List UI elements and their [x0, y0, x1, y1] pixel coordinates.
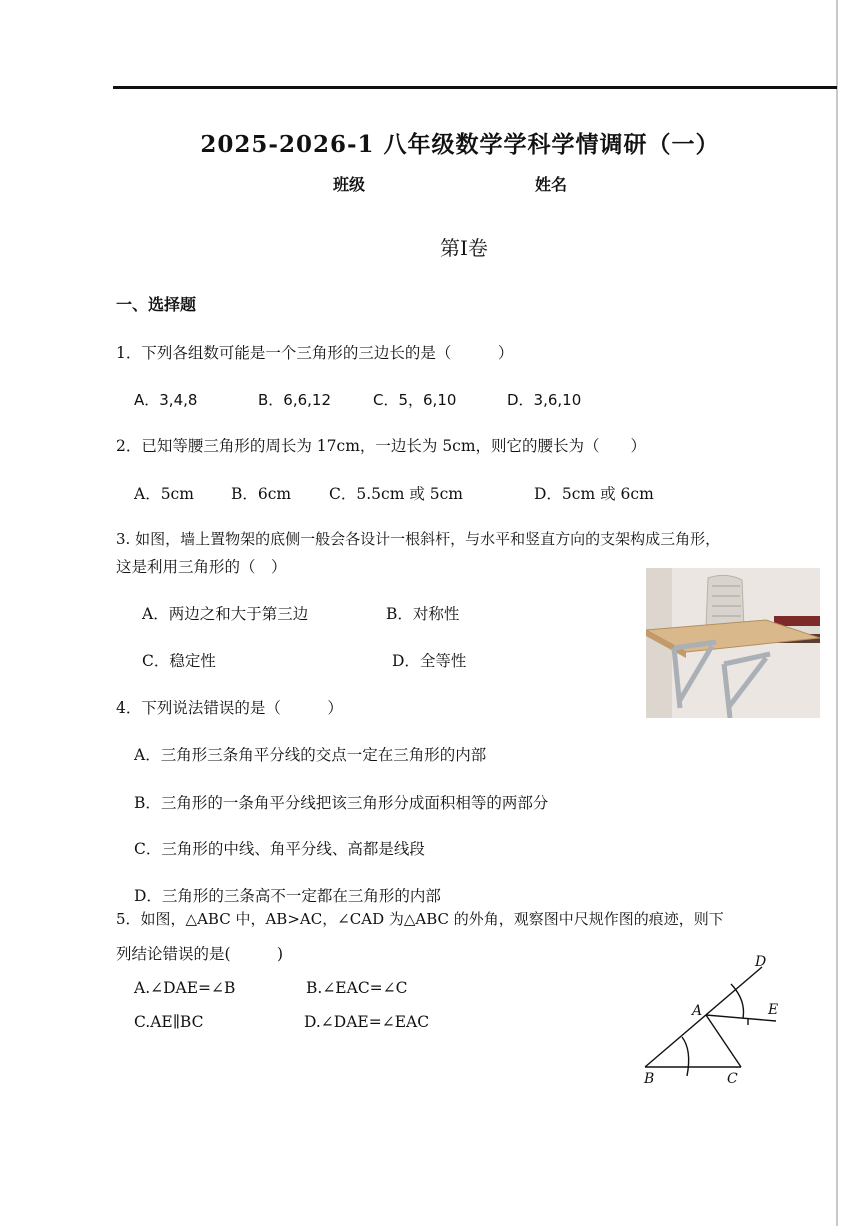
q3-option-d: D．全等性: [392, 652, 467, 670]
header-rule: [113, 86, 837, 89]
q4-stem: 4．下列说法错误的是（ ）: [116, 699, 343, 717]
q1-option-a: A．3,4,8: [134, 391, 198, 409]
q1-option-d: D．3,6,10: [507, 391, 582, 409]
q5-option-b: B.∠EAC=∠C: [306, 979, 408, 997]
q5-stem-line2: 列结论错误的是( ): [116, 945, 284, 963]
name-label: 姓名: [535, 175, 568, 194]
q1-stem: 1．下列各组数可能是一个三角形的三边长的是（ ）: [116, 344, 514, 362]
label-b: B: [644, 1071, 655, 1087]
q4-option-c: C．三角形的中线、角平分线、高都是线段: [134, 840, 425, 858]
q5-stem-line1: 5．如图，△ABC 中，AB>AC，∠CAD 为△ABC 的外角，观察图中尺规作图的痕迹，则下: [116, 910, 724, 928]
shelf-photo: [646, 568, 820, 718]
q2-option-d: D．5cm 或 6cm: [534, 485, 654, 503]
q4-option-b: B．三角形的一条角平分线把该三角形分成面积相等的两部分: [134, 794, 549, 812]
q4-option-a: A．三角形三条角平分线的交点一定在三角形的内部: [134, 746, 487, 764]
q5-option-c: C.AE∥BC: [134, 1013, 204, 1031]
page-edge-line: [836, 0, 838, 1226]
q3-stem-line1: 3. 如图，墙上置物架的底侧一般会各设计一根斜杆，与水平和竖直方向的支架构成三角形，: [116, 530, 721, 548]
q2-stem: 2．已知等腰三角形的周长为 17cm，一边长为 5cm，则它的腰长为（ ）: [116, 437, 647, 455]
line-bd: [645, 967, 762, 1067]
q2-option-a: A．5cm: [134, 485, 194, 503]
label-d: D: [755, 954, 767, 970]
label-c: C: [727, 1071, 738, 1087]
q1-option-c: C．5，6,10: [373, 391, 457, 409]
q2-option-c: C．5.5cm 或 5cm: [329, 485, 463, 503]
q5-option-a: A.∠DAE=∠B: [134, 979, 236, 997]
q3-option-b: B．对称性: [386, 605, 460, 623]
exam-title: 2025-2026-1 八年级数学学科学情调研（一）: [200, 131, 720, 158]
q3-stem-line2: 这是利用三角形的（ ）: [116, 558, 287, 576]
arc-at-a: [731, 984, 744, 1018]
q4-option-d: D．三角形的三条高不一定都在三角形的内部: [134, 887, 441, 905]
class-label: 班级: [333, 175, 366, 194]
q2-option-b: B．6cm: [231, 485, 292, 503]
q3-option-a: A．两边之和大于第三边: [142, 605, 309, 623]
q1-option-b: B．6,6,12: [258, 391, 332, 409]
volume-heading: 第Ⅰ卷: [440, 236, 488, 260]
shelf-illustration: [646, 568, 820, 718]
q3-option-c: C．稳定性: [142, 652, 216, 670]
section-title: 一、选择题: [116, 295, 197, 314]
triangle-construction-figure: [630, 950, 790, 1090]
label-e: E: [768, 1002, 779, 1018]
ray-ae: [706, 1015, 776, 1021]
label-a: A: [692, 1003, 703, 1019]
q5-option-d: D.∠DAE=∠EAC: [304, 1013, 430, 1031]
segment-ac: [706, 1015, 741, 1067]
arc-at-b: [682, 1037, 689, 1076]
